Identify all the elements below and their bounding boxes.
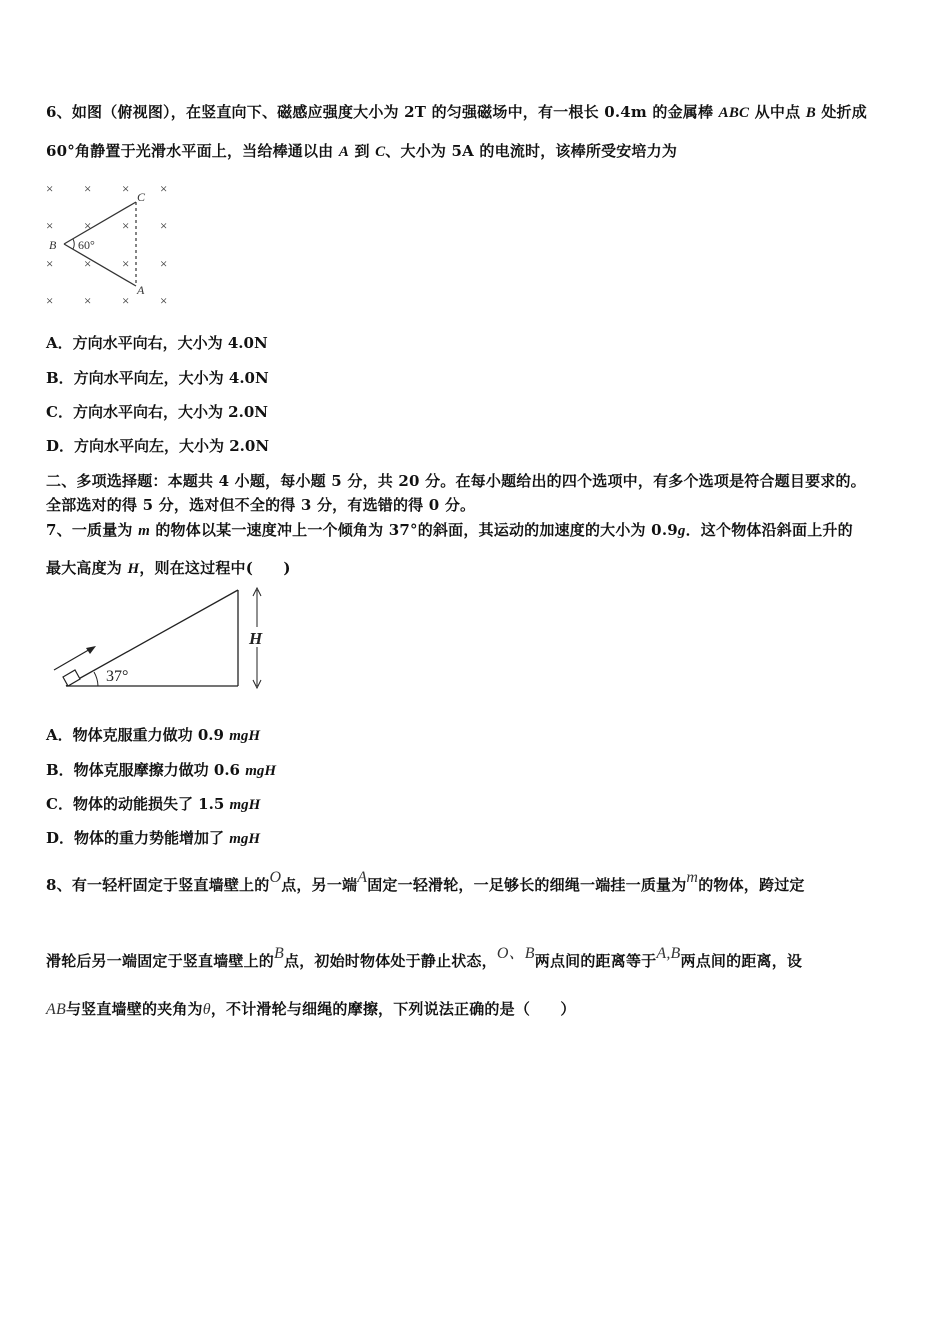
angle-arc xyxy=(73,239,74,249)
field-x-mark: × xyxy=(122,256,130,271)
q6-option-b[interactable]: B．方向水平向左，大小为 4.0N xyxy=(46,369,269,387)
q8-symbol-ab: A,B xyxy=(656,945,681,962)
q7-symbol-m: m xyxy=(138,523,150,539)
section2-heading-line1: 二、多项选择题：本题共 4 小题，每小题 5 分，共 20 分。在每小题给出的四个选项中，有多个选项是符合题目要求的。 xyxy=(46,472,866,490)
field-x-mark: × xyxy=(122,218,130,233)
field-x-mark: × xyxy=(84,293,92,308)
q7-option-b[interactable] xyxy=(46,759,276,780)
option-symbol: mgH xyxy=(245,763,277,779)
height-label: H xyxy=(249,629,263,648)
q6-text: 、大小为 5A 的电流时，该棒所受安培力为 xyxy=(385,142,678,160)
q7-symbol-h: H xyxy=(127,561,140,577)
q8-text: 两点间的距离，设 xyxy=(680,952,803,970)
field-x-mark: × xyxy=(46,256,54,271)
field-x-mark: × xyxy=(122,181,130,196)
q6-symbol-a: A xyxy=(338,144,350,160)
q8-stem-line3 xyxy=(46,998,576,1019)
field-x-mark: × xyxy=(160,218,168,233)
q6-text: 60°角静置于光滑水平面上，当给棒通以由 xyxy=(46,142,339,160)
option-symbol: mgH xyxy=(229,797,261,813)
angle-label: 60° xyxy=(78,238,95,252)
angle-label: 37° xyxy=(106,668,129,685)
q6-option-c[interactable]: C．方向水平向右，大小为 2.0N xyxy=(46,403,268,421)
q7-incline-figure xyxy=(44,584,284,694)
q6-stem-line1 xyxy=(46,101,867,122)
q8-symbol-a: A xyxy=(357,869,368,886)
q7-symbol-g: g xyxy=(677,523,686,539)
q8-symbol-m: m xyxy=(686,869,699,886)
option-text: D．物体的重力势能增加了 xyxy=(46,829,230,847)
q8-text: 与竖直墙壁的夹角为 xyxy=(65,1000,203,1018)
q8-symbol-theta: θ xyxy=(202,1001,211,1018)
velocity-arrow-head xyxy=(86,646,96,654)
q8-text: 8、有一轻杆固定于竖直墙壁上的 xyxy=(46,876,270,894)
q6-text: 处折成 xyxy=(815,103,867,121)
q7-stem-line1 xyxy=(46,519,853,540)
q8-stem-line2 xyxy=(46,945,803,971)
field-x-mark: × xyxy=(84,256,92,271)
q8-text: 固定一轻滑轮，一足够长的细绳一端挂一质量为 xyxy=(367,876,687,894)
q7-option-d[interactable] xyxy=(46,827,260,848)
option-text: B．物体克服摩擦力做功 0.6 xyxy=(46,761,246,779)
q6-symbol-b: B xyxy=(805,105,816,121)
incline-slope xyxy=(66,590,238,686)
q7-text: ，则在这过程中( ) xyxy=(139,559,291,577)
q7-stem-line2 xyxy=(46,557,291,578)
q7-text: ．这个物体沿斜面上升的 xyxy=(685,521,853,539)
block xyxy=(63,670,80,686)
q6-text: 从中点 xyxy=(749,103,806,121)
q6-text: 6、如图（俯视图），在竖直向下、磁感应强度大小为 2T 的匀强磁场中，有一根长 0.4m 的金属棒 xyxy=(46,103,719,121)
q8-stem-line1 xyxy=(46,869,805,895)
q7-option-a[interactable] xyxy=(46,724,260,745)
q7-text: 最大高度为 xyxy=(46,559,128,577)
q8-symbol-ab: AB xyxy=(46,1001,66,1018)
q7-text: 7、一质量为 xyxy=(46,521,139,539)
field-x-mark: × xyxy=(46,293,54,308)
q8-text: 滑轮后另一端固定于竖直墙壁上的 xyxy=(46,952,275,970)
label-a: A xyxy=(137,283,145,297)
q7-text: 的物体以某一速度冲上一个倾角为 37°的斜面，其运动的加速度的大小为 0.9 xyxy=(149,521,678,539)
section2-heading-line2: 全部选对的得 5 分，选对但不全的得 3 分，有选错的得 0 分。 xyxy=(46,496,476,514)
q8-symbol-b: B xyxy=(274,945,284,962)
q6-option-d[interactable]: D．方向水平向左，大小为 2.0N xyxy=(46,437,270,455)
field-x-mark: × xyxy=(160,293,168,308)
q6-text: 到 xyxy=(349,142,376,160)
option-symbol: mgH xyxy=(229,831,261,847)
label-c: C xyxy=(137,190,146,204)
q6-option-a[interactable]: A．方向水平向右，大小为 4.0N xyxy=(46,334,268,352)
option-text: C．物体的动能损失了 1.5 xyxy=(46,795,230,813)
q6-symbol-abc: ABC xyxy=(718,105,750,121)
field-x-mark: × xyxy=(84,218,92,233)
q8-text: 点，初始时物体处于静止状态， xyxy=(284,952,497,970)
field-x-mark: × xyxy=(46,218,54,233)
option-text: A．物体克服重力做功 0.9 xyxy=(46,726,230,744)
q7-option-c[interactable] xyxy=(46,793,260,814)
angle-arc xyxy=(94,672,98,686)
field-x-mark: × xyxy=(46,181,54,196)
q8-text: 两点间的距离等于 xyxy=(534,952,657,970)
q8-symbol-ob: O、B xyxy=(496,945,535,962)
q6-stem-line2 xyxy=(46,140,677,161)
field-x-mark: × xyxy=(160,256,168,271)
q6-magnetic-field-figure xyxy=(40,178,190,313)
q8-text: ，不计滑轮与细绳的摩擦，下列说法正确的是（ ） xyxy=(210,1000,576,1018)
label-b: B xyxy=(49,238,57,252)
field-x-mark: × xyxy=(122,293,130,308)
q8-text: 的物体，跨过定 xyxy=(698,876,805,894)
q8-symbol-o: O xyxy=(269,869,282,886)
q6-symbol-c: C xyxy=(375,144,386,160)
field-x-mark: × xyxy=(160,181,168,196)
field-x-mark: × xyxy=(84,181,92,196)
q8-text: 点，另一端 xyxy=(281,876,358,894)
velocity-arrow-line xyxy=(54,648,92,670)
option-symbol: mgH xyxy=(229,728,261,744)
